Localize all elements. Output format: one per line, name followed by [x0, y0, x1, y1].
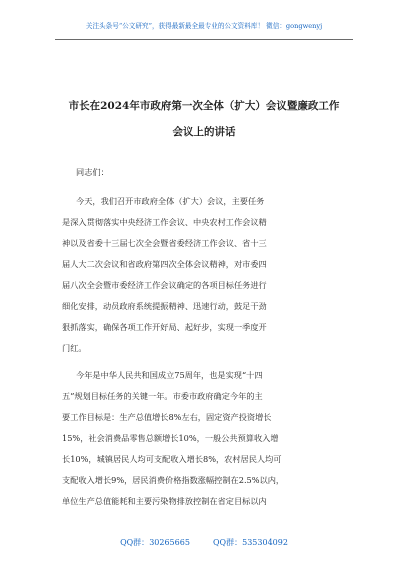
header-divider	[55, 39, 353, 40]
paragraph-line: 今天，我们召开市政府全体（扩大）会议，主要任务	[76, 196, 265, 206]
paragraph-line: 要工作目标是：生产总值增长8%左右，固定资产投资增长	[62, 412, 272, 422]
document-title-line-2: 会议上的讲话	[172, 126, 236, 138]
paragraph-line: 细化安排，动员政府系统提振精神、迅速行动，鼓足干劲	[62, 301, 267, 311]
qq-group-number-1: 30265665	[149, 538, 190, 547]
qq-group-label-2: QQ群：	[213, 538, 243, 547]
paragraph-line: 狠抓落实，确保各项工作开好局、起好步，实现一季度开	[62, 322, 267, 332]
paragraph-line: 门红。	[62, 343, 87, 353]
paragraph-line: 届八次全会暨市委经济工作会议确定的各项目标任务进行	[62, 280, 267, 290]
qq-group-number-2: 535304092	[242, 538, 288, 547]
footer-contact	[0, 537, 408, 548]
paragraph-line: 单位生产总值能耗和主要污染物排放控制在省定目标以内	[62, 496, 267, 506]
paragraph-line: 今年是中华人民共和国成立75周年，也是实现“十四	[76, 370, 263, 380]
paragraph-line: 届人大二次会议和省政府第四次全体会议精神，对市委四	[62, 259, 267, 269]
paragraph-line: 15%，社会消费品零售总额增长10%，一般公共预算收入增	[62, 433, 279, 443]
document-title-line-1: 市长在2024年市政府第一次全体（扩大）会议暨廉政工作	[68, 100, 340, 112]
paragraph-line: 神以及省委十三届七次全会暨省委经济工作会议、省十三	[62, 238, 267, 248]
paragraph-line: 是深入贯彻落实中央经济工作会议、中央农村工作会议精	[62, 217, 267, 227]
paragraph-line: 支配收入增长9%，居民消费价格指数涨幅控制在2.5%以内，	[62, 475, 285, 485]
header-note: 关注头条号“公文研究”，获得最新最全最专业的公文资料库！ 微信：gongwenyj	[85, 22, 323, 30]
salutation: 同志们：	[76, 167, 109, 177]
paragraph-line: 长10%，城镇居民人均可支配收入增长8%，农村居民人均可	[62, 454, 282, 464]
qq-group-label-1: QQ群：	[120, 538, 150, 547]
paragraph-line: 五”规划目标任务的关键一年。市委市政府确定今年的主	[62, 391, 263, 401]
